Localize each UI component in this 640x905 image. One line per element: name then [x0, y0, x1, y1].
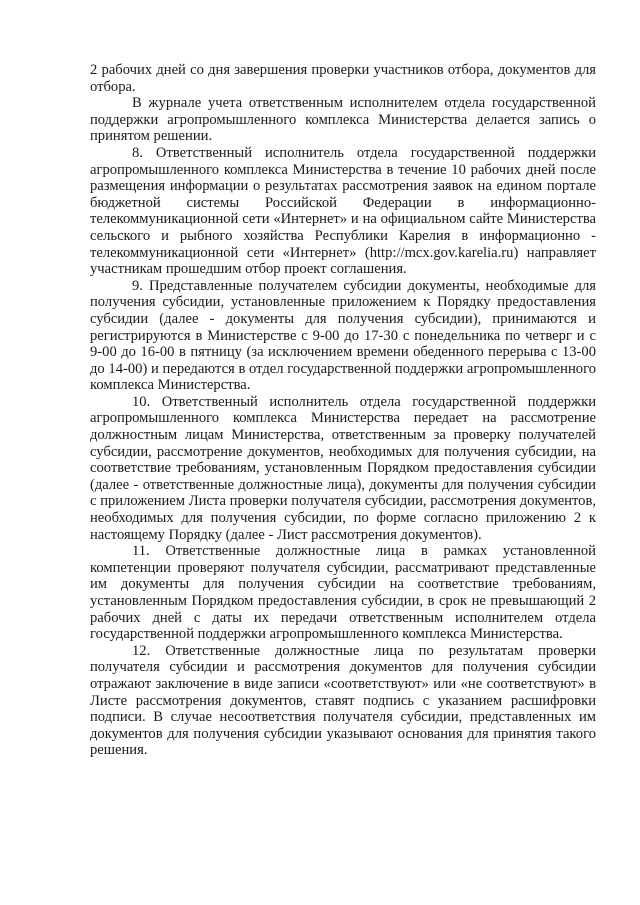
document-body: [90, 62, 596, 759]
paragraph-11: 11. Ответственные должностные лица в рамках установленной компетенции проверяют получателя субсидии, рассматривают представленные им документы для получения субсидии на соответствие требованиям, установленным Порядком предоставления субсидии, в срок не превышающий 2 рабочих дней с даты их передачи ответственным исполнителем отдела государственной поддержки агропромышленного комплекса Министерства.: [90, 543, 596, 643]
paragraph-journal-record: В журнале учета ответственным исполнителем отдела государственной поддержки агропромышленного комплекса Министерства делается запись о принятом решении.: [90, 95, 596, 145]
paragraph-continuation: 2 рабочих дней со дня завершения проверки участников отбора, документов для отбора.: [90, 62, 596, 95]
paragraph-10: 10. Ответственный исполнитель отдела государственной поддержки агропромышленного комплекса Министерства передает на рассмотрение должностным лицам Министерства, ответственным за проверку получателей субсидии, рассмотрение документов, необходимых для получения субсидии, на соответствие требованиям, установленным Порядком предоставления субсидии (далее - ответственные должностные лица), документы для получения субсидии с приложением Листа проверки получателя субсидии, рассмотрения документов, необходимых для получения субсидии, по форме согласно приложению 2 к настоящему Порядку (далее - Лист рассмотрения документов).: [90, 393, 596, 543]
paragraph-8: 8. Ответственный исполнитель отдела государственной поддержки агропромышленного комплекса Министерства в течение 10 рабочих дней после размещения информации о результатах рассмотрения заявок на едином портале бюджетной системы Российской Федерации в информационно-телекоммуникационной сети «Интернет» и на официальном сайте Министерства сельского и рыбного хозяйства Республики Карелия в информационно - телекоммуникационной сети «Интернет» (http://mcx.gov.karelia.ru) направляет участникам прошедшим отбор проект соглашения.: [90, 144, 596, 278]
paragraph-12: 12. Ответственные должностные лица по результатам проверки получателя субсидии и рассмотрения документов для получения субсидии отражают заключение в виде записи «соответствуют» или «не соответствуют» в Листе рассмотрения документов, ставят подпись с указанием расшифровки подписи. В случае несоответствия получателя субсидии, представленных им документов для получения субсидии указывают основания для принятия такого решения.: [90, 642, 596, 759]
paragraph-9: 9. Представленные получателем субсидии документы, необходимые для получения субсидии, установленные приложением к Порядку предоставления субсидии (далее - документы для получения субсидии), принимаются и регистрируются в Министерстве с 9-00 до 17-30 с понедельника по четверг и с 9-00 до 16-00 в пятницу (за исключением времени обеденного перерыва с 13-00 до 14-00) и передаются в отдел государственной поддержки агропромышленного комплекса Министерства.: [90, 277, 596, 394]
